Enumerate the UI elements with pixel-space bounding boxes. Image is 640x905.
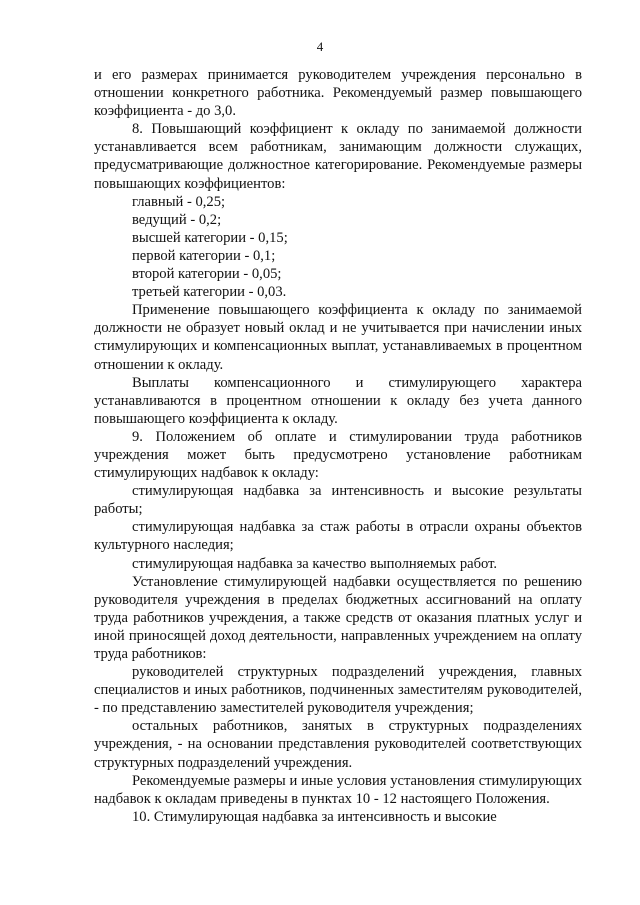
paragraph: 9. Положением об оплате и стимулировании труда работников учреждения может быть предусмотрено установление работникам стимулирующих надбавок к окладу:	[94, 428, 582, 482]
paragraph: Выплаты компенсационного и стимулирующего характера устанавливаются в процентном отношении к окладу без учета данного повышающего коэффициента к окладу.	[94, 374, 582, 427]
paragraph: остальных работников, занятых в структурных подразделениях учреждения, - на основании представления руководителей соответствующих структурных подразделений учреждения.	[94, 718, 582, 771]
paragraph: стимулирующая надбавка за интенсивность и высокие результаты работы;	[94, 483, 582, 518]
paragraph: и его размерах принимается руководителем учреждения персонально в отношении конкретного работника. Рекомендуемый размер повышающего коэффициента - до 3,0.	[94, 67, 582, 120]
document-body	[94, 66, 582, 826]
coefficient-list-item: главный - 0,25;	[132, 193, 226, 210]
page-number: 4	[316, 39, 324, 54]
coefficient-list-item: третьей категории - 0,03.	[132, 284, 287, 301]
coefficient-list-item: первой категории - 0,1;	[132, 247, 276, 264]
coefficient-list-item: высшей категории - 0,15;	[132, 229, 288, 246]
coefficient-list-item: второй категории - 0,05;	[132, 266, 282, 283]
paragraph: 8. Повышающий коэффициент к окладу по занимаемой должности устанавливается всем работникам, занимающим должности служащих, предусматривающие должностное категорирование. Рекомендуемые размеры повышающих коэффициентов:	[94, 121, 582, 192]
paragraph: стимулирующая надбавка за стаж работы в отрасли охраны объектов культурного наследия;	[94, 519, 582, 554]
paragraph: Рекомендуемые размеры и иные условия установления стимулирующих надбавок к окладам приведены в пунктах 10 - 12 настоящего Положения.	[94, 772, 582, 807]
paragraph: Установление стимулирующей надбавки осуществляется по решению руководителя учреждения в пределах бюджетных ассигнований на оплату труда работников учреждения, а также средств от оказания платных услуг и иной приносящей доход деятельности, направленных учреждением на оплату труда работников:	[94, 573, 582, 662]
paragraph: Применение повышающего коэффициента к окладу по занимаемой должности не образует новый оклад и не учитывается при начислении иных стимулирующих и компенсационных выплат, устанавливаемых в процентном отношении к окладу.	[94, 302, 582, 373]
coefficient-list-item: ведущий - 0,2;	[132, 211, 222, 228]
paragraph: руководителей структурных подразделений учреждения, главных специалистов и иных работников, подчиненных заместителям руководителей, - по представлению заместителей руководителя учреждения;	[94, 664, 582, 717]
paragraph: 10. Стимулирующая надбавка за интенсивность и высокие	[132, 808, 497, 825]
paragraph: стимулирующая надбавка за качество выполняемых работ.	[132, 555, 498, 572]
